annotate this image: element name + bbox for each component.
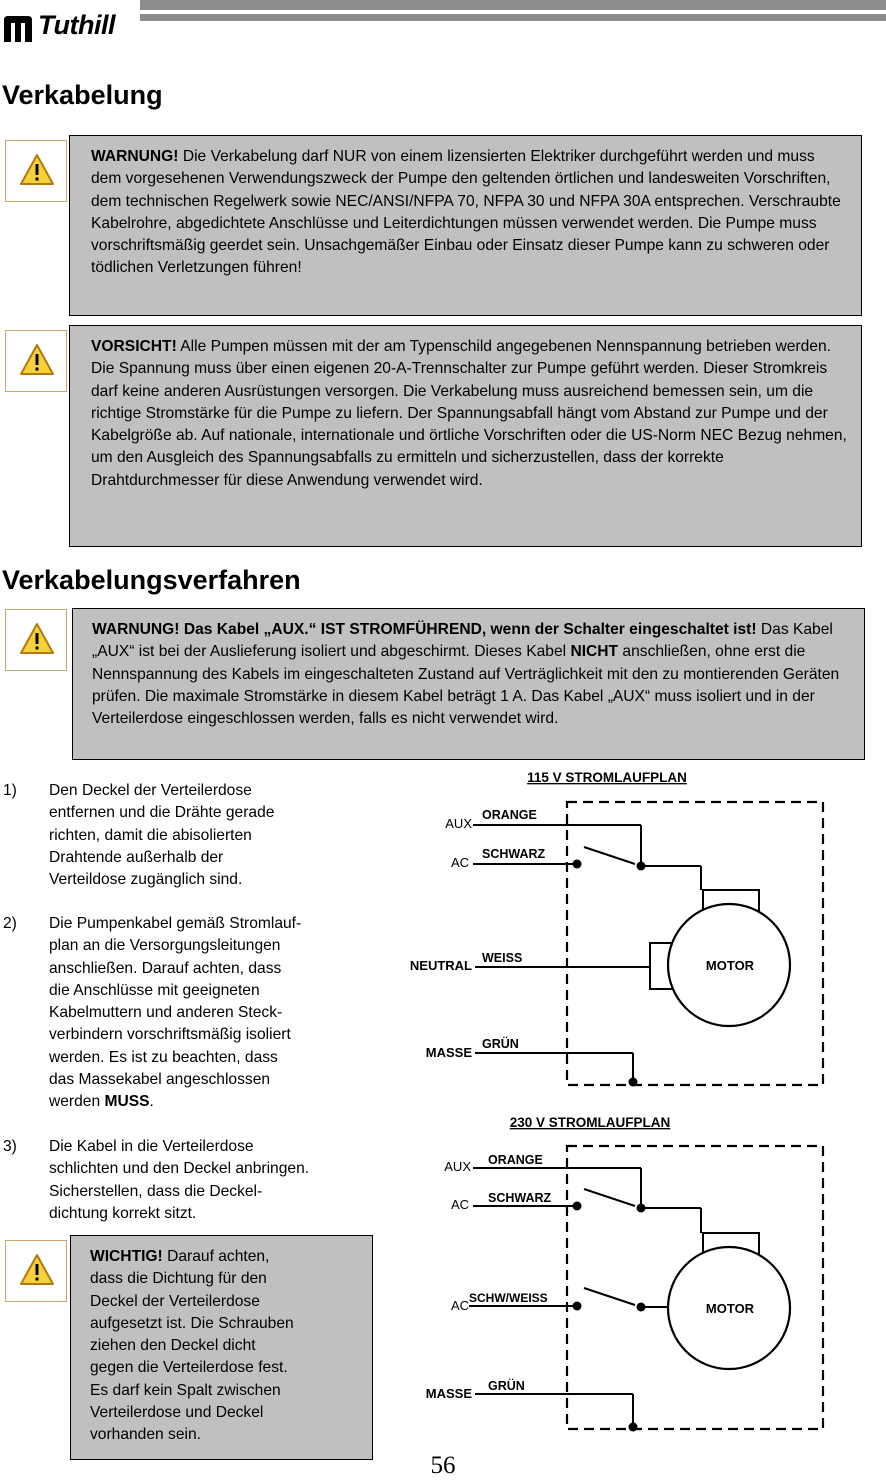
caution-label: VORSICHT! (91, 338, 177, 355)
wire-label-gruen: GRÜN (488, 1379, 525, 1393)
caution-box-voltage (69, 325, 862, 547)
warning-icon (5, 140, 67, 202)
important-icon (5, 1240, 67, 1302)
label-ac: AC (450, 1197, 469, 1212)
wire-label-orange: ORANGE (482, 808, 537, 822)
step-line: schlichten und den Deckel anbringen. (49, 1160, 310, 1178)
label-aux: AUX (445, 816, 472, 831)
warning-box-aux (72, 608, 865, 760)
wiring-diagrams (385, 760, 886, 1460)
important-line: aufgesetzt ist. Die Schrauben (90, 1314, 294, 1332)
step-line: Drahtende außerhalb der (49, 848, 224, 866)
header-bar (140, 0, 886, 10)
step-line: anschließen. Darauf achten, dass (49, 959, 282, 977)
important-line: Deckel der Verteilerdose (90, 1292, 260, 1310)
step-emphasis: MUSS (104, 1093, 150, 1111)
wire-label-weiss: WEISS (482, 951, 523, 965)
terminal-ac2 (573, 1302, 582, 1311)
terminal-ac (573, 860, 582, 869)
step-line: werden MUSS. (49, 1093, 154, 1111)
step-3 (3, 1136, 383, 1231)
tuthill-logo (2, 8, 127, 46)
tuthill-logo-icon (2, 14, 34, 44)
step-line: plan an die Versorgungsleitungen (49, 937, 281, 955)
important-line: Verteilerdose und Deckel (90, 1404, 264, 1422)
label-ac: AC (450, 855, 469, 870)
important-line: ziehen den Deckel dicht (90, 1337, 256, 1355)
warning-text: anschließen, ohne erst die Nennspannung des Kabels im eingeschalteten Zustand auf Verträglichkeit mit den zu montierenden Geräten prüfen. Die maximale Stromstärke in diesem Kabel beträgt 1 A. Das Kabel „AUX“ muss isoliert und in der Verteilerdose eingeschlossen werden, falls es nicht verwendet wird. (92, 643, 840, 728)
important-label: WICHTIG! (90, 1248, 163, 1265)
step-line: die Anschlüsse mit geeigneten (49, 981, 260, 999)
wiring-diagram-230v (426, 1115, 823, 1432)
warning-icon (5, 609, 67, 671)
step-line: Den Deckel der Verteilerdose (49, 782, 252, 799)
label-masse: MASSE (425, 1386, 472, 1401)
warning-label: WARNUNG! (91, 148, 179, 165)
label-masse: MASSE (425, 1045, 472, 1060)
header-bar (140, 14, 886, 21)
switch-blade-2 (584, 1288, 635, 1305)
important-line: Es darf kein Spalt zwischen (90, 1381, 281, 1399)
wire-label-schwweiss: SCHW/WEISS (469, 1291, 548, 1305)
terminal-ground (629, 1078, 638, 1087)
switch-blade (584, 1189, 635, 1206)
step-line: Die Pumpenkabel gemäß Stromlauf- (49, 915, 302, 932)
step-1 (3, 780, 378, 895)
wire-label-schwarz: SCHWARZ (482, 847, 546, 861)
label-motor: MOTOR (705, 958, 755, 973)
step-line: Verteildose zugänglich sind. (49, 871, 243, 889)
important-line: dass die Dichtung für den (90, 1270, 267, 1288)
caution-text: Alle Pumpen müssen mit der am Typenschild angegebenen Nennspannung betrieben werden. Die Spannung muss über einen eigenen 20-A-Trennschalter zur Pumpe geführt werden. Dieser Stromkreis darf keine anderen Ausrüstungen versorgen. Die Verkabelung muss ausreichend bemessen sein, um die richtige Stromstärke für die Pumpe zu liefern. Der Spannungsabfall hängt vom Abstand zur Pumpe und der Kabelgröße ab. Auf nationale, internationale und örtliche Vorschriften oder die US-Norm NEC Bezug nehmen, um den Ausgleich des Spannungsabfalls zu ermitteln und sicherzustellen, dass der korrekte Drahtdurchmesser für diese Anwendung verwendet wird. (91, 338, 847, 489)
step-line: werden. Es ist zu beachten, dass (49, 1048, 278, 1066)
step-2 (3, 913, 378, 1118)
terminal-ac (573, 1202, 582, 1211)
step-number: 2) (3, 915, 17, 932)
label-ac2: AC (450, 1298, 469, 1313)
diagram-title: 230 V STROMLAUFPLAN (509, 1115, 671, 1130)
important-line: vorhanden sein. (90, 1426, 201, 1444)
page-number: 56 (430, 1452, 456, 1479)
warning-text: Das Kabel „AUX“ ist bei der Auslieferung isoliert und abgeschirmt. Dieses Kabel (92, 621, 833, 661)
section-title-verkabelungsverfahren: Verkabelungsverfahren (2, 565, 301, 595)
step-line: Kabelmuttern und anderen Steck- (49, 1004, 283, 1022)
wire-label-orange: ORANGE (488, 1153, 543, 1167)
important-line: Darauf achten, (162, 1248, 270, 1265)
wire-label-schwarz: SCHWARZ (488, 1191, 552, 1205)
step-line: dichtung korrekt sitzt. (49, 1204, 197, 1222)
label-neutral: NEUTRAL (409, 958, 472, 973)
step-line: richten, damit die abisolierten (49, 826, 252, 844)
step-number: 3) (3, 1138, 17, 1155)
important-box-gasket (70, 1235, 373, 1460)
step-number: 1) (3, 782, 17, 799)
section-title-verkabelung: Verkabelung (2, 80, 163, 110)
brand-name: Tuthill (38, 10, 115, 40)
warning-emphasis: NICHT (570, 643, 619, 661)
warning-label: WARNUNG! Das Kabel „AUX.“ IST STROMFÜHREND, wenn der Schalter eingeschaltet ist! (92, 621, 757, 638)
label-aux: AUX (444, 1159, 471, 1174)
terminal-ground (629, 1423, 638, 1432)
caution-icon (5, 330, 67, 392)
warning-text: Die Verkabelung darf NUR von einem lizensierten Elektriker durchgeführt werden und muss dem vorgesehenen Verwendungszweck der Pumpe den geltenden örtlichen und landesweiten Vorschriften, dem technischen Regelwerk sowie NEC/ANSI/NFPA 70, NFPA 30 und NFPA 30A entsprechen. Verschraubte Kabelrohre, abgedichtete Anschlüsse und Leiterdichtungen müssen verwendet werden. Die Pumpe muss vorschriftsmäßig geerdet sein. Unsachgemäßer Einbau oder Einsatz dieser Pumpe kann zu schweren oder tödlichen Verletzungen führen! (91, 148, 841, 277)
wiring-diagram-115v (410, 770, 823, 1087)
warning-box-wiring (69, 135, 862, 316)
diagram-title: 115 V STROMLAUFPLAN (527, 770, 687, 785)
step-line: entfernen und die Drähte gerade (49, 804, 275, 822)
important-line: gegen die Verteilerdose fest. (90, 1359, 288, 1377)
step-line: Sicherstellen, dass die Deckel- (49, 1182, 263, 1200)
step-line: das Massekabel angeschlossen (49, 1071, 271, 1089)
wire-label-gruen: GRÜN (482, 1037, 519, 1051)
step-line: Die Kabel in die Verteilerdose (49, 1138, 254, 1155)
switch-blade (584, 847, 635, 864)
label-motor: MOTOR (705, 1301, 755, 1316)
step-line: verbindern vorschriftsmäßig isoliert (49, 1026, 291, 1044)
